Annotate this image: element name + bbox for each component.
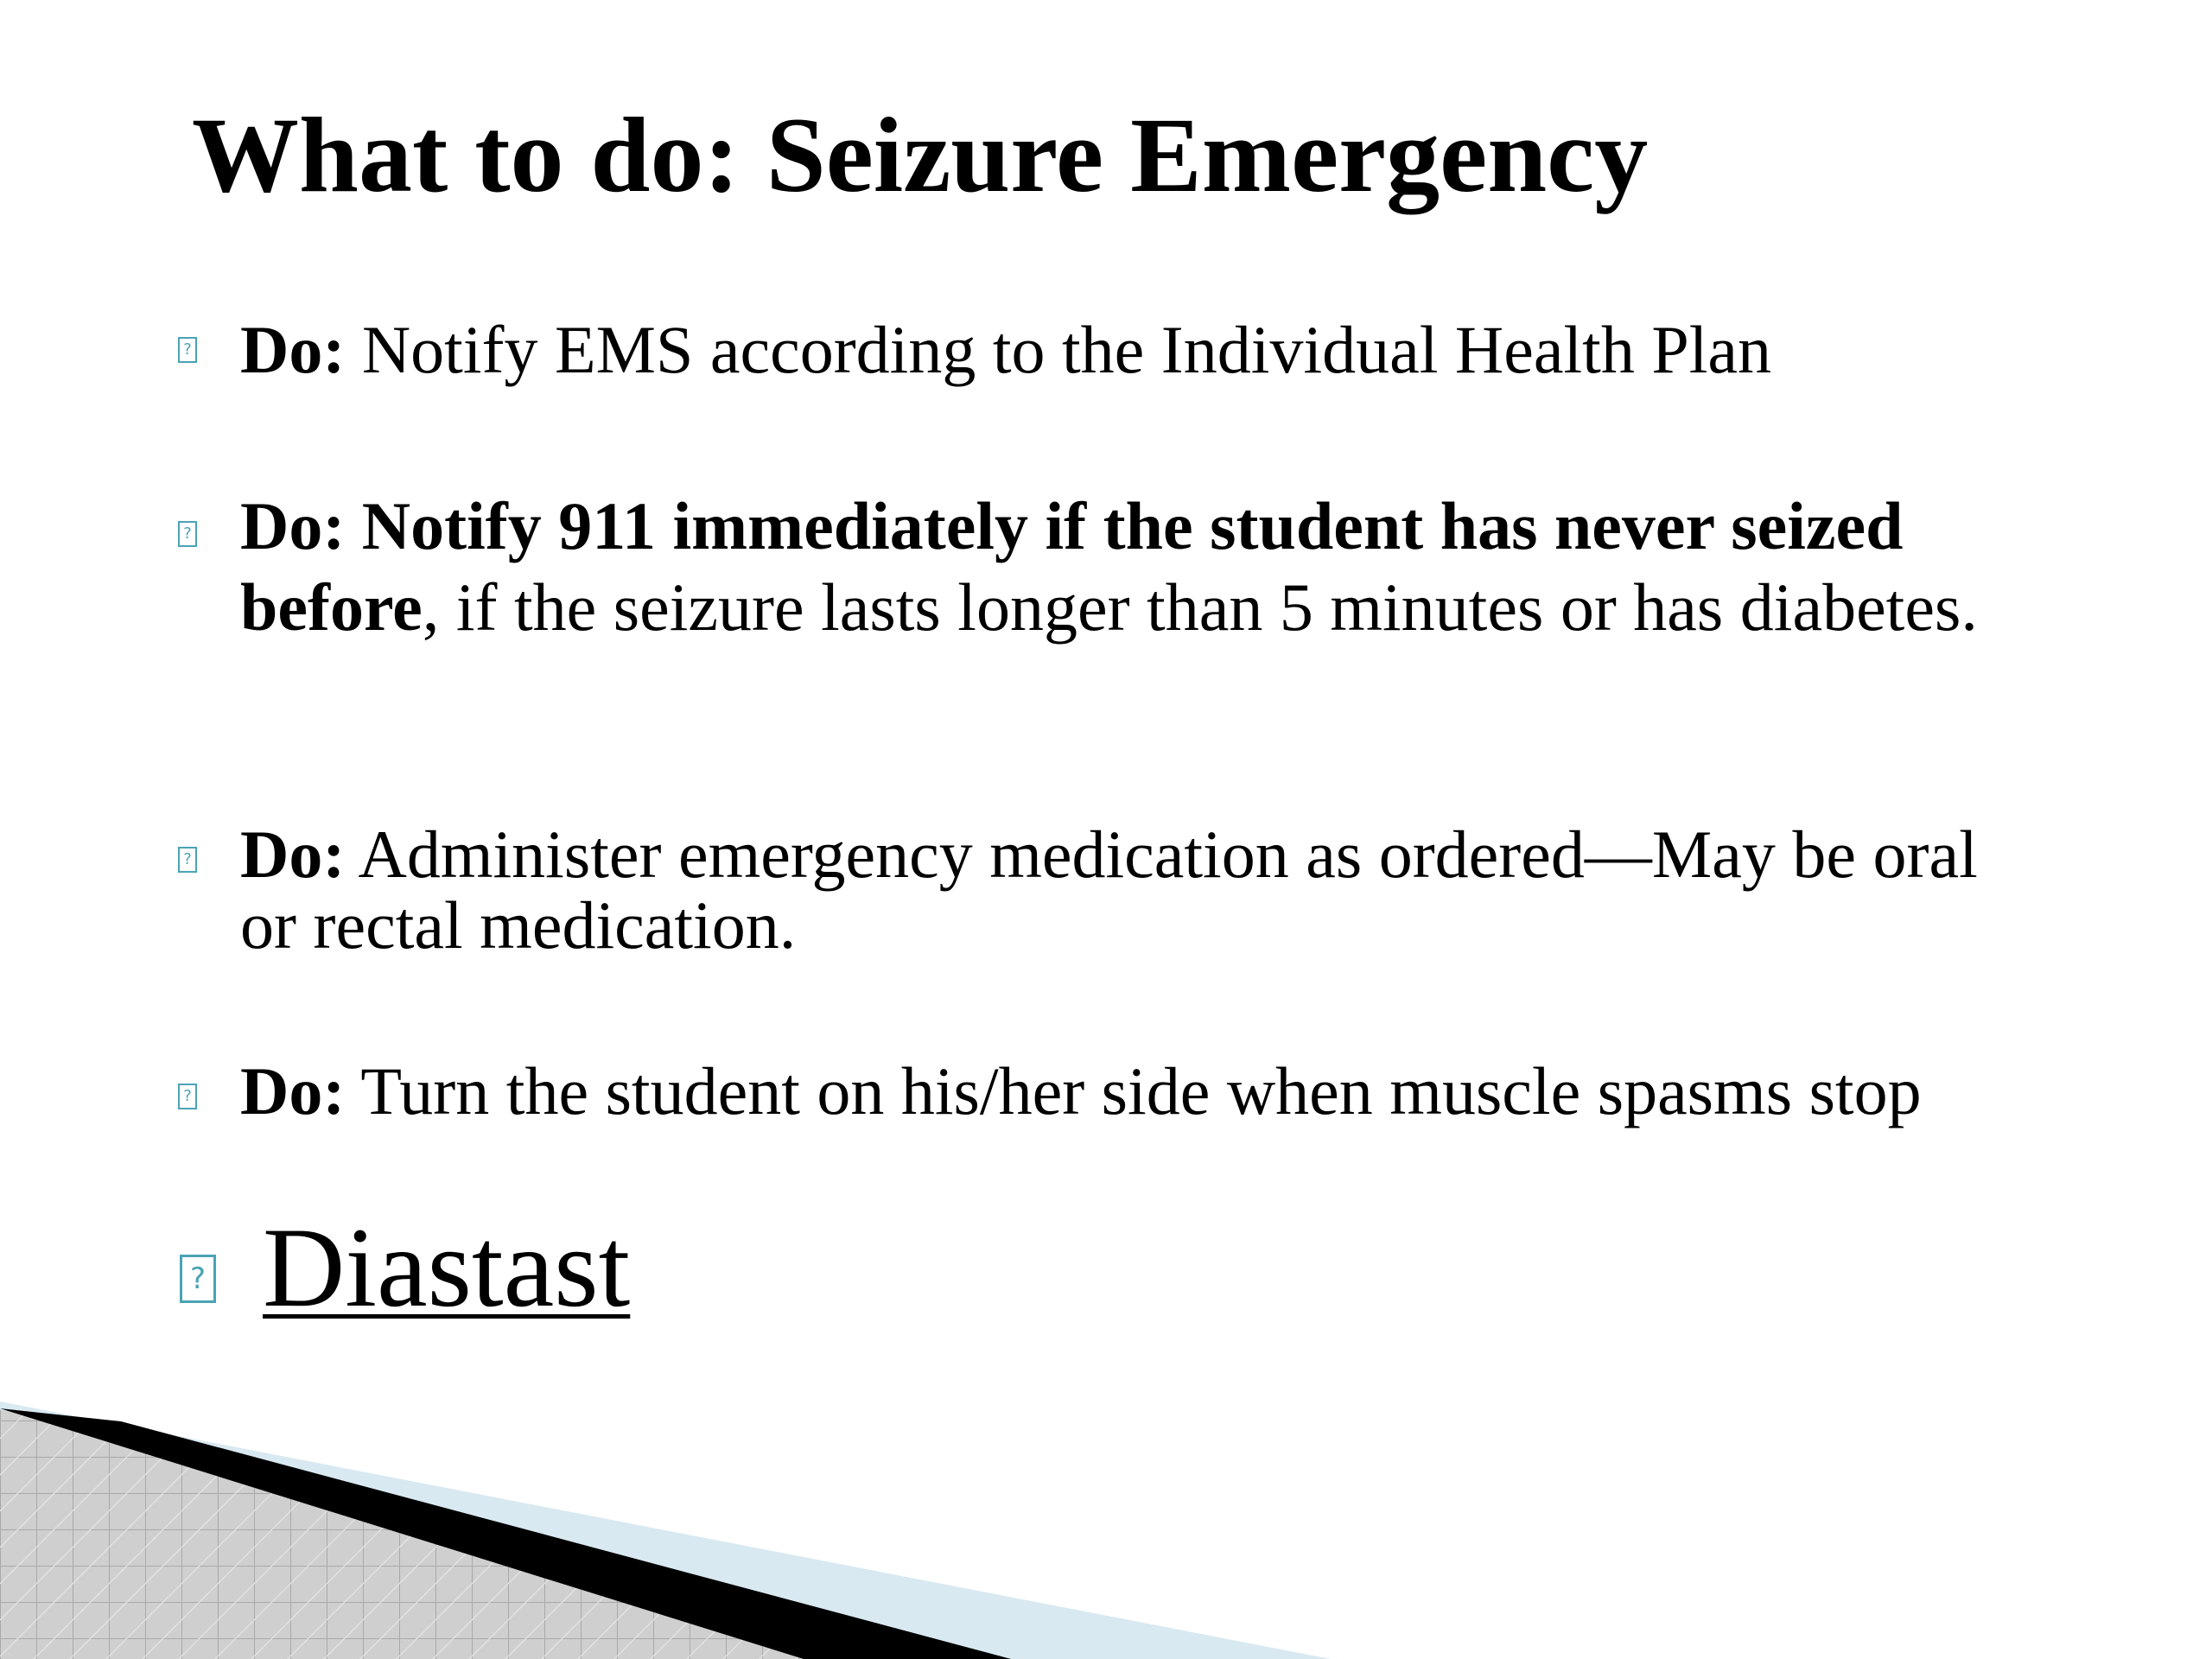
diastast-link[interactable]: Diastast — [263, 1204, 631, 1331]
bullet-icon: ? — [180, 1255, 216, 1303]
bullet-icon: ? — [178, 1084, 197, 1109]
slide-title: What to do: Seizure Emergency — [192, 96, 1649, 214]
bullet-icon: ? — [178, 521, 197, 547]
item-text: Notify EMS according to the Individual Health Plan — [345, 312, 1771, 387]
bullet-icon: ? — [178, 337, 197, 363]
item-text: Administer emergency medication as ordered—May be oral or rectal medication. — [240, 817, 1978, 963]
list-item — [240, 486, 1994, 648]
list-item — [240, 302, 1994, 397]
item-text: , if the seizure lasts longer than 5 minutes or has diabetes. — [422, 569, 1978, 645]
item-lead: Do: — [240, 1053, 346, 1128]
item-lead: Do: Notify 911 immediately if the student has never seized before — [240, 488, 1904, 645]
item-lead: Do: — [240, 817, 346, 892]
bullet-icon: ? — [178, 847, 197, 873]
item-text: Turn the student on his/her side when muscle spasms stop — [345, 1053, 1922, 1128]
decorative-corner-graphic — [0, 1348, 2212, 1659]
list-item — [240, 1053, 1994, 1128]
item-lead: Do: — [240, 312, 346, 387]
list-item — [240, 819, 1994, 961]
